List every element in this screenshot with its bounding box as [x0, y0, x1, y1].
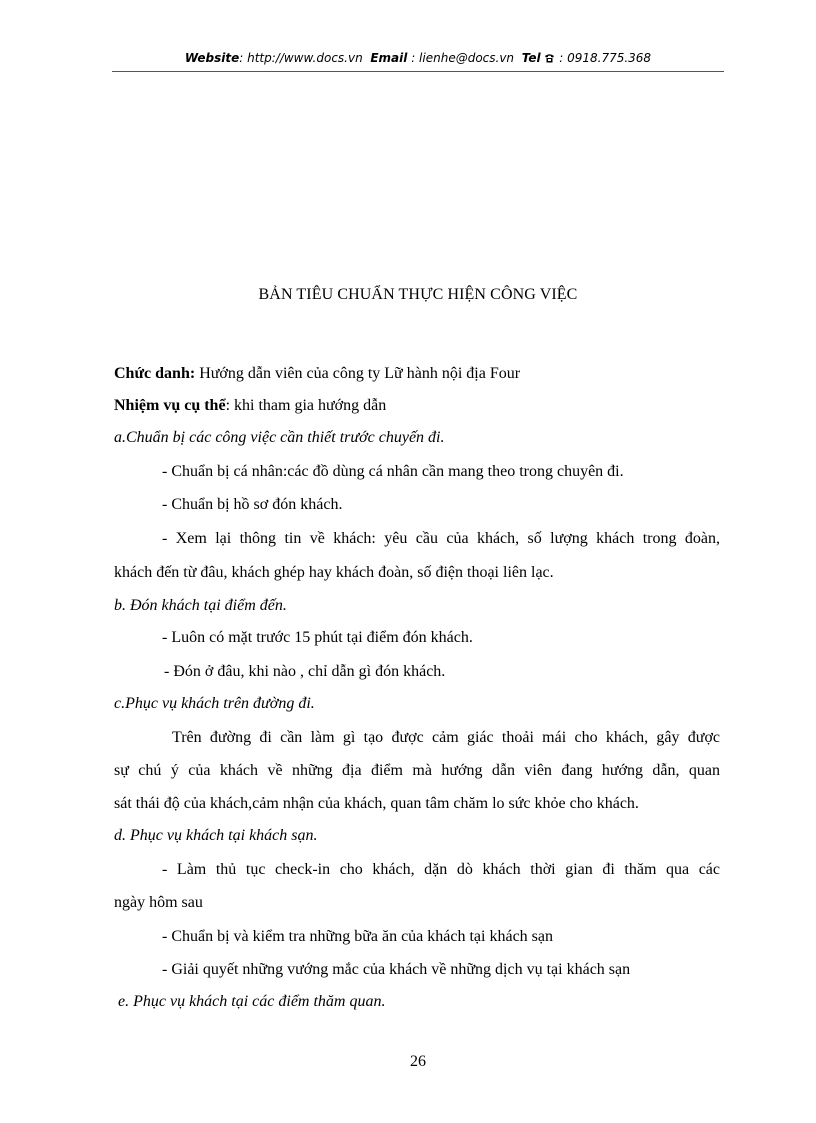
- task-label: Nhiệm vụ cụ thể: [114, 397, 226, 414]
- a-item-guest-info-line2: khách đến từ đâu, khách ghép hay khách đoàn, số điện thoại liên lạc.: [114, 564, 554, 581]
- email-label: Email: [370, 51, 408, 65]
- a-item-personal: - Chuẩn bị cá nhân:các đồ dùng cá nhân cần mang theo trong chuyên đi.: [162, 463, 624, 480]
- section-b-heading: b. Đón khách tại điểm đến.: [114, 597, 287, 614]
- c-paragraph-line3: sát thái độ của khách,cảm nhận của khách, quan tâm chăm lo sức khỏe cho khách.: [114, 795, 639, 812]
- section-a-heading: a.Chuẩn bị các công việc cần thiết trước chuyến đi.: [114, 429, 445, 446]
- tel-value: : 0918.775.368: [559, 51, 652, 65]
- page-number: 26: [410, 1053, 426, 1070]
- d-item-checkin-line2: ngày hôm sau: [114, 894, 203, 911]
- position-value: Hướng dẫn viên của công ty Lữ hành nội địa Four: [195, 365, 521, 382]
- position-line: [114, 365, 520, 383]
- position-label: Chức danh:: [114, 365, 196, 382]
- a-item-guest-info-line1: - Xem lại thông tin về khách: yêu cầu của khách, số lượng khách trong đoàn,: [162, 530, 720, 547]
- section-c-heading: c.Phục vụ khách trên đường đi.: [114, 695, 315, 712]
- c-paragraph-line1: Trên đường đi cần làm gì tạo được cảm giác thoải mái cho khách, gây được: [172, 729, 720, 746]
- email-value: : lienhe@docs.vn: [411, 51, 515, 65]
- b-item-pickup-details: - Đón ở đâu, khi nào , chỉ dẫn gì đón khách.: [164, 663, 446, 680]
- tel-label: Tel: [521, 51, 541, 65]
- page-header: [112, 51, 724, 65]
- task-line: [114, 397, 386, 415]
- a-item-documents: - Chuẩn bị hồ sơ đón khách.: [162, 496, 343, 513]
- task-value: : khi tham gia hướng dẫn: [225, 397, 387, 414]
- d-item-meals: - Chuẩn bị và kiểm tra những bữa ăn của khách tại khách sạn: [162, 928, 553, 945]
- website-value: : http://www.docs.vn: [239, 51, 363, 65]
- section-d-heading: d. Phục vụ khách tại khách sạn.: [114, 827, 318, 844]
- website-label: Website: [184, 51, 240, 65]
- d-item-issues: - Giải quyết những vướng mắc của khách về những dịch vụ tại khách sạn: [162, 961, 631, 978]
- c-paragraph-line2: sự chú ý của khách về những địa điểm mà hướng dẫn viên đang hướng dẫn, quan: [114, 762, 720, 779]
- header-divider: [112, 71, 724, 72]
- d-item-checkin-line1: - Làm thủ tục check-in cho khách, dặn dò khách thời gian đi thăm qua các: [162, 861, 720, 878]
- section-e-heading: e. Phục vụ khách tại các điểm thăm quan.: [118, 993, 386, 1010]
- document-title: BẢN TIÊU CHUẨN THỰC HIỆN CÔNG VIỆC: [258, 286, 578, 303]
- b-item-arrive-early: - Luôn có mặt trước 15 phút tại điểm đón khách.: [162, 629, 473, 646]
- phone-icon: [544, 51, 559, 65]
